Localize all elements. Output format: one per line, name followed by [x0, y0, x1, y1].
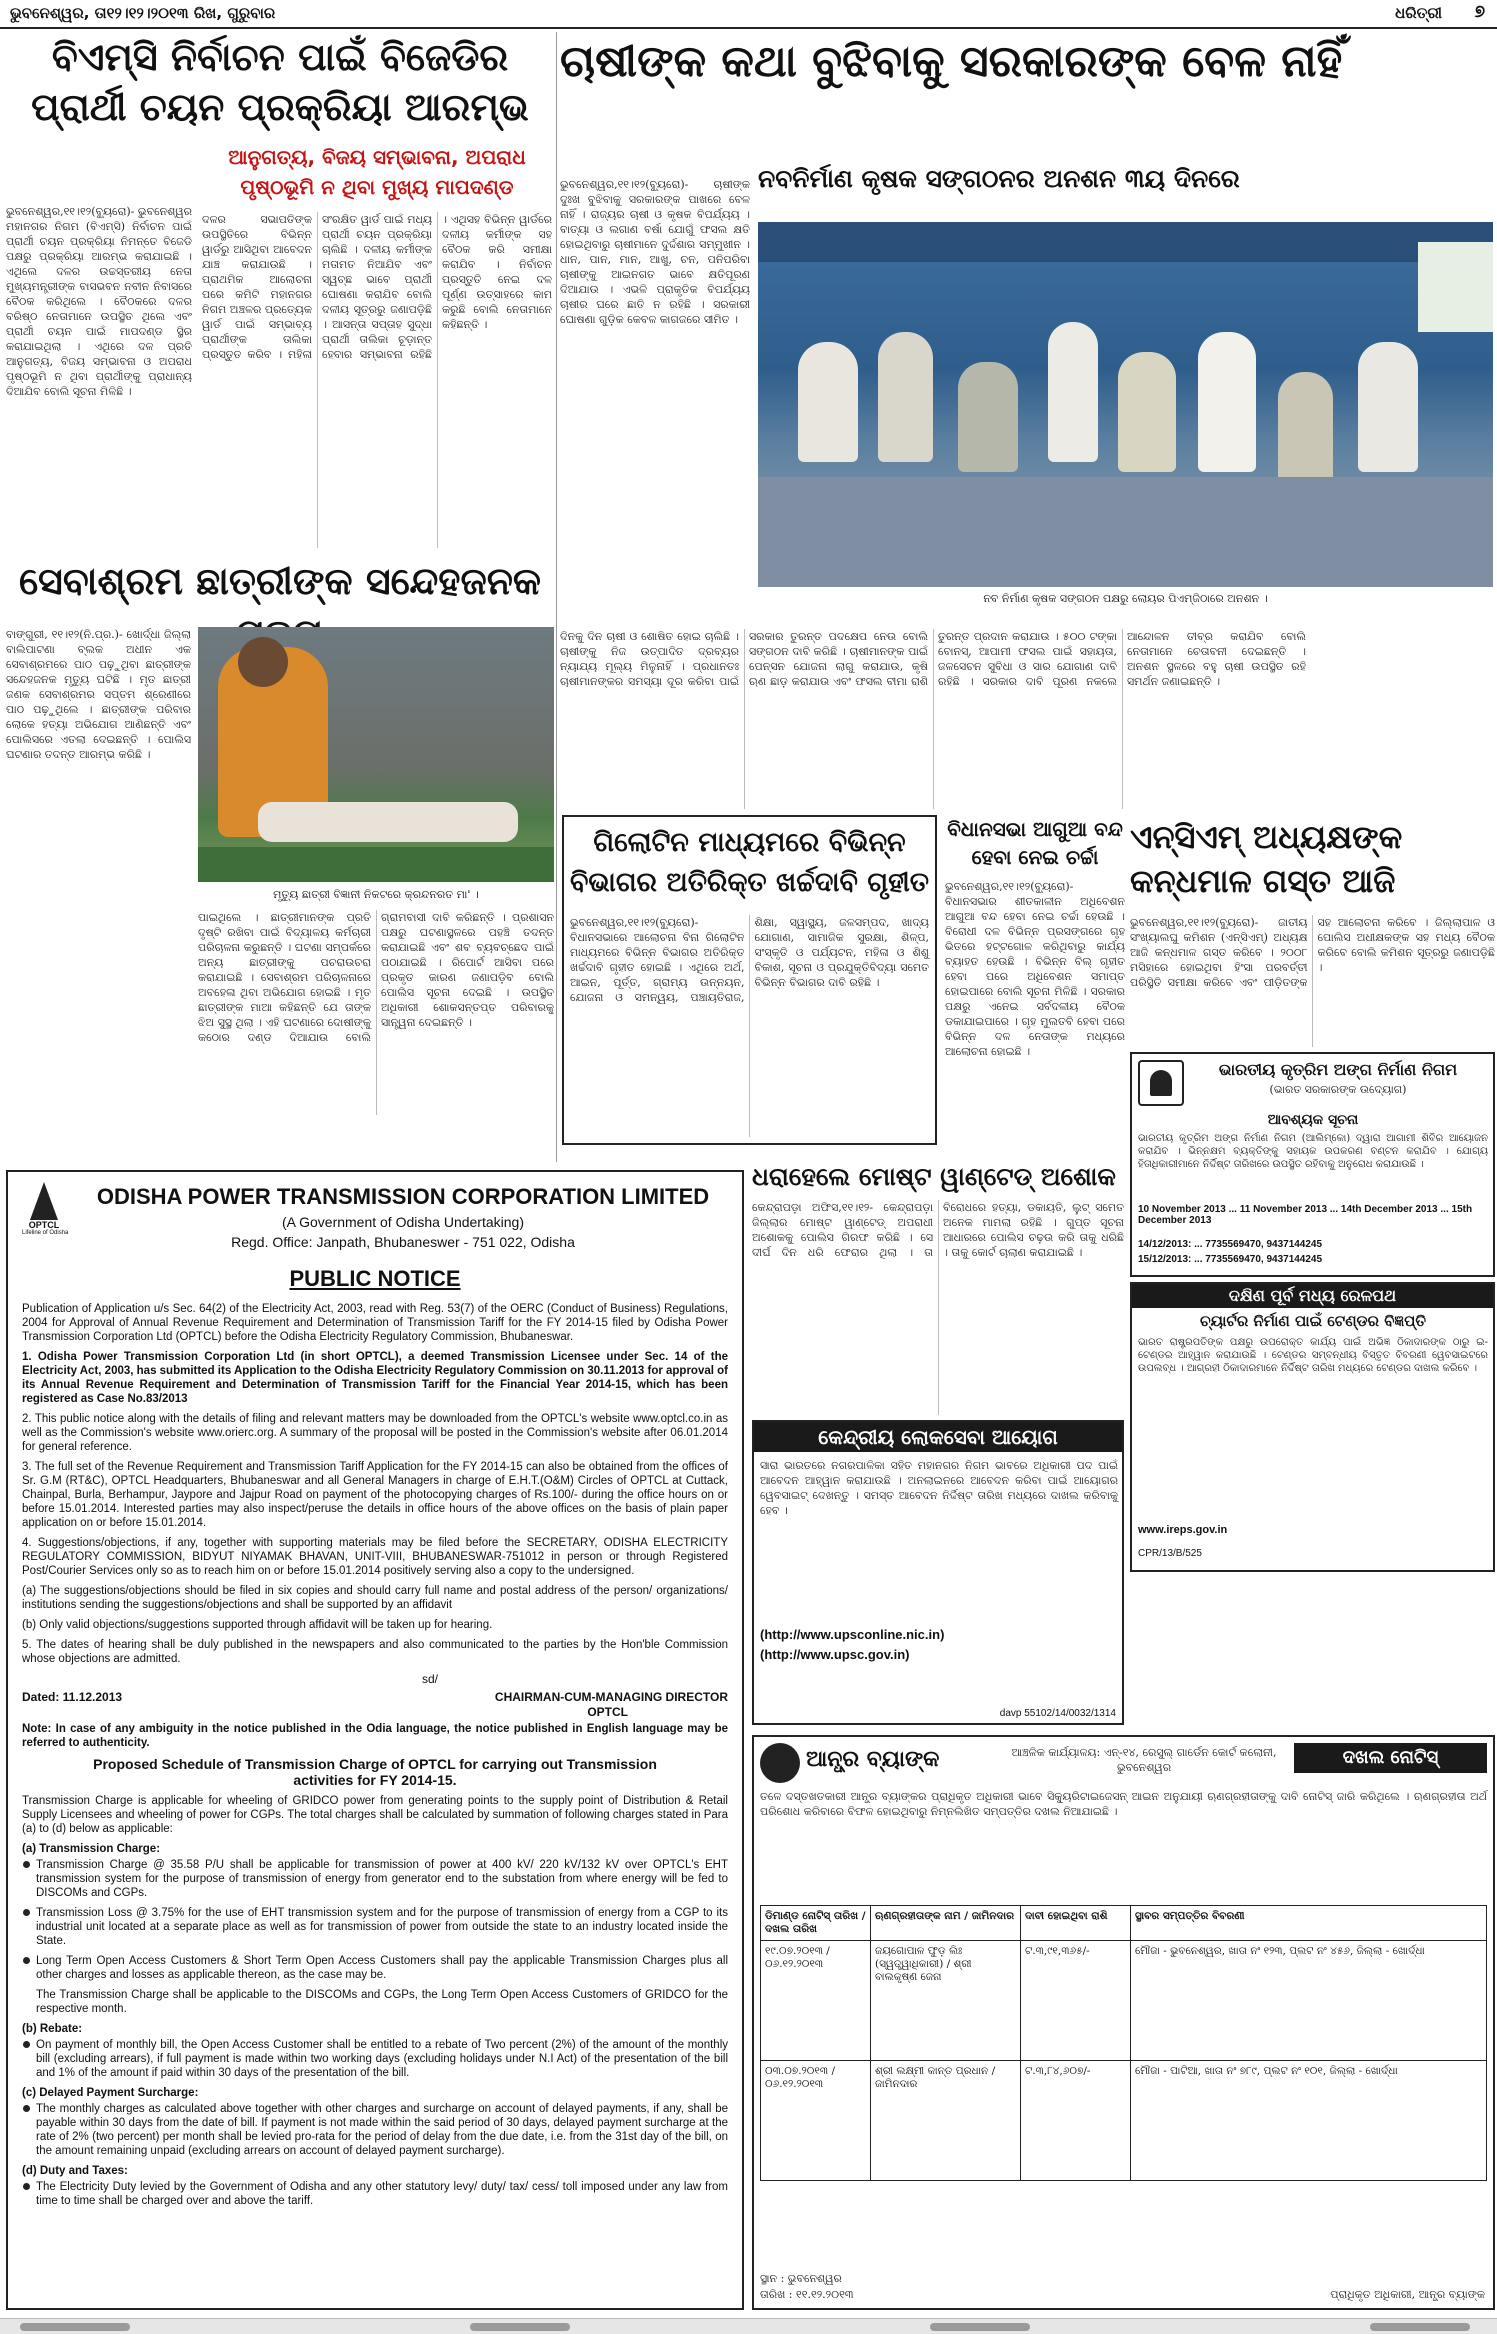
notice-point: (b) Only valid objections/suggestions supported through affidavit will be taken up for hearing. [22, 1619, 493, 1631]
alimco-contact-1: 14/12/2013: ... 7735569470, 9437144245 [1138, 1239, 1323, 1250]
ecor-body: ଭାରତ ରାଷ୍ଟ୍ରପତିଙ୍କ ପକ୍ଷରୁ ଉପରୋକ୍ତ କାର୍ଯ୍ୟ ପାଇଁ ଅଭିଜ୍ଞ ଠିକାଦାରଙ୍କ ଠାରୁ ଇ-ଟେଣ୍ଡର ଆହ୍ୱାନ କରାଯାଉଛି । ଟେଣ୍ଡର ସମ୍ବନ୍ଧୀୟ ବିସ୍ତୃତ ବିବରଣୀ ୱେବସାଇଟରେ ଉପଲବ୍ଧ । ଆଗ୍ରହୀ ଠିକାଦାରମାନେ ନିର୍ଦ୍ଦିଷ୍ଟ ତାରିଖ ମଧ୍ୟରେ ଟେଣ୍ଡର ଦାଖଲ କରିବେ । [1138, 1337, 1488, 1374]
optcl-logo-label: OPTCL [28, 1220, 60, 1230]
ncm-headline: ଏନ୍‌ସିଏମ୍ ଅଧ୍ୟକ୍ଷଙ୍କ କନ୍ଧମାଳ ଗସ୍ତ ଆଜି [1130, 818, 1403, 900]
farmers-caption: ନବ ନିର୍ମାଣ କୃଷକ ସଙ୍ଗଠନ ପକ୍ଷରୁ ଲୋୟର ପିଏମ୍‌ଜିଠାରେ ଅନଶନ । [983, 592, 1268, 605]
bullet-item [22, 2038, 728, 2080]
assembly-body: ଭୁବନେଶ୍ୱର,୧୧।୧୨(ବ୍ୟୁରୋ)- ବିଧାନସଭାର ଶୀତକାଳୀନ ଅଧିବେଶନ ଆଗୁଆ ବନ୍ଦ ହେବା ନେଇ ଚର୍ଚ୍ଚା ହେଉଛି । ବିରୋଧୀ ଦଳ ବିଭିନ୍ନ ପ୍ରସଙ୍ଗରେ ଗୃହ ଭିତରେ ହଟ୍ଟଗୋଳ କରିଥିବାରୁ କାର୍ଯ୍ୟ ବ୍ୟାହତ ହେଉଛି । ବିଭିନ୍ନ ବିଲ୍ ଗୃହୀତ ହେବା ପରେ ଅଧିବେଶନ ସମାପ୍ତ ହୋଇପାରେ ବୋଲି ସୂଚନା ମିଳିଛି । ସରକାର ପକ୍ଷରୁ ଏନେଇ ସର୍ବଦଳୀୟ ବୈଠକ ଡକାଯାଇପାରେ । ଗୃହ ମୁଲତବି ହେବା ପରେ ବିଭିନ୍ନ ଦଳ ନେତାଙ୍କ ମଧ୍ୟରେ ଆଲୋଚନା ହୋଇଛି । [945, 880, 1125, 1058]
bullet-item [22, 2180, 728, 2208]
sevashram-caption: ମୃତ୍ୟୁ ଛାତ୍ରୀ ବିଜ୍ଞାନୀ ନିକଟରେ କ୍ରନ୍ଦନରତ ମା' । [273, 888, 479, 901]
table-cell: ମୌଜା - ପାଟିଆ, ଖାତା ନଂ ୭୮୯, ପ୍ଲଟ ନଂ ୧୦୧, ଜିଲ୍ଲା - ଖୋର୍ଦ୍ଧା [1131, 2061, 1487, 2181]
optcl-public-notice [6, 1170, 744, 2310]
table-cell: ଜୟଗୋପାଳ ଫୁଡ଼ ଲିଃ (ସ୍ୱତ୍ତ୍ୱାଧିକାରୀ) / ଶ୍ରୀ ବାଲକୃଷ୍ଣ ଜେନା [871, 1941, 1021, 2061]
upsc-title: କେନ୍ଦ୍ରୀୟ ଲୋକସେବା ଆୟୋଗ [754, 1422, 1122, 1452]
notice-point: 2. This public notice along with the details of filing and relevant matters may be downloaded from the OPTCL's website www.optcl.co.in as well as the Commission's website www.orierc.org. A summary of the proposal will be posted in the Commission's website after 06.01.2014 for general reference. [22, 1413, 728, 1453]
hunger-strike-photo [758, 222, 1493, 587]
masthead-rule [0, 27, 1497, 29]
masthead [0, 0, 1497, 26]
column-separator [556, 32, 557, 1162]
page-number: ୭ [1474, 2, 1485, 22]
ncm-story [1130, 815, 1495, 1050]
notice-point: 1. Odisha Power Transmission Corporation Ltd (in short OPTCL), a deemed Transmission Licensee under Sec. 14 of the Electricity Act, 2003, has submitted its Application to the Odisha Electricity Regulatory Commission on 30.11.2013 for approval of its Annual Revenue Requirement and Determination of Transmission Tariff for the Financial Year 2014-15, which has been registered as Case No.83/2013 [22, 1351, 728, 1405]
schedule-title: Proposed Schedule of Transmission Charge of OPTCL for carrying out Transmission activities for FY 2014-15. [93, 1756, 657, 1788]
col-header: ଋଣଗ୍ରହୀତାଙ୍କ ନାମ / ଜାମିନଦାର [871, 1906, 1021, 1941]
bullet-icon [23, 2041, 30, 2048]
section-b-head: (b) Rebate: [22, 2023, 83, 2035]
ecor-site[interactable]: www.ireps.gov.in [1138, 1524, 1228, 1536]
farmers-story [560, 32, 1495, 812]
upsc-url-1[interactable]: (http://www.upsconline.nic.in) [760, 1627, 945, 1642]
absconding-headline: ଧରାହେଲେ ମୋଷ୍ଟ ୱାଣ୍ଟେଡ୍ ଅଶୋକ [752, 1162, 1116, 1191]
assembly-story [945, 815, 1125, 1160]
bullet-icon [23, 2183, 30, 2190]
schedule-intro: Transmission Charge is applicable for wheeling of GRIDCO power from generating points to the supply point of Distribution & Retail Supply Licensees and wheeling of power for CGPs. The total charges shall be calculated by summation of following charges stated in Para (a) to (d) below as applicable: [22, 1795, 728, 1835]
notice-signatory: CHAIRMAN-CUM-MANAGING DIRECTOR [494, 1690, 728, 1704]
andhra-body: ତଳେ ଦସ୍ତଖତକାରୀ ଆନ୍ଧ୍ର ବ୍ୟାଙ୍କର ପ୍ରାଧିକୃତ ଅଧିକାରୀ ଭାବେ ସିକ୍ୟୁରିଟାଇଜେସନ୍ ଆଇନ ଅନୁଯାୟୀ ଋଣଗ୍ରହୀତାଙ୍କୁ ଦାବି ନୋଟିସ୍ ଜାରି କରିଥିଲେ । ଋଣଗ୍ରହୀତା ଅର୍ଥ ପରିଶୋଧ କରିବାରେ ବିଫଳ ହୋଇଥିବାରୁ ନିମ୍ନଲିଖିତ ସମ୍ପତ୍ତିର ଦଖଲ ନିଆଯାଇଛି । [760, 1790, 1487, 1818]
scrollbar-thumb-right[interactable] [930, 2323, 1030, 2331]
notice-point: 3. The full set of the Revenue Requirement and Transmission Tariff Application for the FY 2014-15 can also be obtained from the offices of Sr. G.M (RT&C), OPTCL Headquarters, Bhubaneswar and all General Managers in charge of E.H.T.(O&M) Circles of OPTCL at Cuttack, Chainpal, Burla, Berhampur, Jaypore and Jajpur Road on payment of the photocopying charges of Rs.100/- during the office hours on or before 15.01.2014. Interested parties may also inspect/peruse the details in office hours of the above offices on the basis of plain paper application on or before 15.01.2014. [22, 1461, 728, 1529]
notice-intro: Publication of Application u/s Sec. 64(2) of the Electricity Act, 2003, read with Reg. 53(7) of the OERC (Conduct of Business) Regulations, 2004 for Approval of Annual Revenue Requirement and Determination of Transmission Tariff for the FY 2014-15 filed by Odisha Power Transmission Corporation Ltd (OPTCL) before the Odisha Electricity Regulatory Commission, Bhubaneswar. [22, 1303, 728, 1343]
bullet-item [22, 1858, 728, 1900]
ecor-title: ଦକ୍ଷିଣ ପୂର୍ବ ମଧ୍ୟ ରେଳପଥ [1132, 1284, 1493, 1308]
upsc-ad [752, 1420, 1124, 1725]
table-cell: ମୌଜା - ଭୁବନେଶ୍ୱର, ଖାତା ନଂ ୧୨୩, ପ୍ଲଟ ନଂ ୪୫୬, ଜିଲ୍ଲା - ଖୋର୍ଦ୍ଧା [1131, 1941, 1487, 2061]
notice-sd: sd/ [422, 1672, 439, 1686]
andhra-place: ସ୍ଥାନ : ଭୁବନେଶ୍ୱର [760, 2272, 842, 2285]
bullet-text: On payment of monthly bill, the Open Access Customer shall be entitled to a rebate of Two percent (2%) of the amount of the monthly bill (excluding arrears), if full payment is made within two working days (excluding holidays under N.I Act) of the presentation of the bill and 1% of the amount if paid within 30 days of the presentation of the bill. [36, 2039, 728, 2079]
andhra-bank-name: ଆନ୍ଧ୍ର ବ୍ୟାଙ୍କ [806, 1747, 940, 1772]
ecor-code: CPR/13/B/525 [1138, 1548, 1202, 1559]
bullet-text: The Transmission Charge shall be applicable to the DISCOMs and CGPs, the Long Term Open Access Customers of GRIDCO for the respective month. [36, 1989, 728, 2015]
alimco-body: ଭାରତୀୟ କୃତ୍ରିମ ଅଙ୍ଗ ନିର୍ମାଣ ନିଗମ (ଆଲିମ୍‌କୋ) ଦ୍ୱାରା ଆଗାମୀ ଶିବିର ଆୟୋଜନ କରାଯିବ । ଭିନ୍ନକ୍ଷମ ବ୍ୟକ୍ତିଙ୍କୁ ସହାୟକ ଉପକରଣ ବଣ୍ଟନ କରାଯିବ । ଯୋଗ୍ୟ ହିତାଧିକାରୀମାନେ ନିର୍ଦ୍ଦିଷ୍ଟ ତାରିଖରେ ଉପସ୍ଥିତ ରହିବାକୁ ଅନୁରୋଧ କରାଯାଉଛି । [1138, 1133, 1488, 1170]
bullet-item [22, 2102, 728, 2158]
notice-signatory-org: OPTCL [587, 1705, 628, 1719]
table-cell: ଟ.୩,୮୪,୬୦୭/- [1021, 2061, 1131, 2181]
notice-point: 5. The dates of hearing shall be duly published in the newspapers and also communicated to the parties by the Hon'ble Commission whose objections are admitted. [22, 1639, 728, 1665]
scrollbar-thumb-left[interactable] [20, 2323, 130, 2331]
upsc-body: ସାରା ଭାରତରେ ନଗରପାଳିକା ସହିତ ମହାନଗର ନିଗମ ଭାବରେ ଅଧିକାରୀ ପଦ ପାଇଁ ଆବେଦନ ଆହ୍ୱାନ କରାଯାଉଛି । ଅନଲାଇନରେ ଆବେଦନ କରିବା ପାଇଁ ଆୟୋଗର ୱେବସାଇଟ୍ ଦେଖନ୍ତୁ । ସମସ୍ତ ଆବେଦନ ନିର୍ଦ୍ଦିଷ୍ଟ ତାରିଖ ମଧ୍ୟରେ ଦାଖଲ କରିବାକୁ ହେବ । [760, 1459, 1118, 1517]
andhra-signatory: ପ୍ରାଧିକୃତ ଅଧିକାରୀ, ଆନ୍ଧ୍ର ବ୍ୟାଙ୍କ [1330, 2288, 1485, 2301]
sevashram-body-top: ବାଙ୍ଗୁରୀ, ୧୧।୧୨(ନି.ପ୍ର.)- ଖୋର୍ଦ୍ଧା ଜିଲ୍ଲା ବାଲିପାଟଣା ବ୍ଲକ ଅଧୀନ ଏକ ସେବାଶ୍ରମରେ ପାଠ ପଢ଼ୁଥିବା ଛାତ୍ରୀଙ୍କ ସନ୍ଦେହଜନକ ମୃତ୍ୟୁ ଘଟିଛି । ମୃତ ଛାତ୍ରୀ ଜଣକ ସେବାଶ୍ରମର ସପ୍ତମ ଶ୍ରେଣୀରେ ପାଠ ପଢ଼ୁଥିଲେ । ଛାତ୍ରୀଙ୍କ ପରିବାର ଲୋକେ ହତ୍ୟା ଅଭିଯୋଗ ଆଣିଛନ୍ତି ଏବଂ ପୋଲିସରେ ଏତଲା ଦେଇଛନ୍ତି । ପୋଲିସ ଘଟଣାର ତଦନ୍ତ ଆରମ୍ଭ କରିଛି । [6, 628, 191, 761]
optcl-org: ODISHA POWER TRANSMISSION CORPORATION LIMITED [96, 1184, 710, 1209]
col-header: ସ୍ଥାବର ସମ୍ପତ୍ତିର ବିବରଣୀ [1131, 1906, 1487, 1941]
absconding-story [752, 1160, 1124, 1420]
bullet-item [22, 1988, 728, 2016]
sevashram-body-bottom: ପାଇଥିଲେ । ଛାତ୍ରୀମାନଙ୍କ ପ୍ରତି ଦୃଷ୍ଟି ରଖିବା ପାଇଁ ବିଦ୍ୟାଳୟ କର୍ମଚାରୀ ପରିଚାଳନା କରୁଛନ୍ତି । ଘଟଣା ସମ୍ପର୍କରେ ଅନ୍ୟ ଛାତ୍ରୀଙ୍କୁ ପଚରାଉଚରା କରାଯାଇଛି । ସେବାଶ୍ରମ ପରିଚାଳନାରେ ଅବହେଳା ଥିବା ଅଭିଯୋଗ ହୋଇଛି । ମୃତ ଛାତ୍ରୀଙ୍କ ମାଆ କହିଛନ୍ତି ଯେ ତାଙ୍କ ଝିଅ ସୁସ୍ଥ ଥିଲା । ଏହି ଘଟଣାରେ ଦୋଷୀଙ୍କୁ କଠୋର ଦଣ୍ଡ ଦିଆଯାଉ ବୋଲି ଗ୍ରାମବାସୀ ଦାବି କରିଛନ୍ତି । ପ୍ରଶାସନ ପକ୍ଷରୁ ଘଟଣାସ୍ଥଳରେ ପହଞ୍ଚି ତଦନ୍ତ କରାଯାଇଛି ଏବଂ ଶବ ବ୍ୟବଚ୍ଛେଦ ପାଇଁ ପଠାଯାଇଛି । ରିପୋର୍ଟ ଆସିବା ପରେ ପ୍ରକୃତ କାରଣ ଜଣାପଡ଼ିବ ବୋଲି ପୋଲିସ ସୂଚନା ଦେଇଛି । ଉପସ୍ଥିତ ଅଧିକାରୀ ଶୋକସନ୍ତପ୍ତ ପରିବାରକୁ ସାନ୍ତ୍ୱନା ଦେଇଛନ୍ତି । [198, 911, 554, 1044]
alimco-ad [1130, 1052, 1495, 1277]
table-cell: ଟ.୩,୯୧,୩୬୫/- [1021, 1941, 1131, 2061]
sevashram-headline: ସେବାଶ୍ରମ ଛାତ୍ରୀଙ୍କ ସନ୍ଦେହଜନକ [19, 559, 541, 603]
table-cell: ୧୯.୦୭.୨୦୧୩ / ୦୬.୧୨.୨୦୧୩ [761, 1941, 871, 2061]
bullet-text: Transmission Loss @ 3.75% for the use of EHT transmission system and for the purpose of transmission of energy from a CGP to its industrial unit located at a separate place as well as for transmission of power from outside the state to an industry located inside the State. [36, 1907, 728, 1947]
public-notice-title: PUBLIC NOTICE [289, 1266, 461, 1291]
andhra-date: ତାରିଖ : ୧୧.୧୨.୨୦୧୩ [760, 2288, 854, 2301]
bullet-icon [23, 1957, 30, 1964]
dateline: ଭୁବନେଶ୍ୱର, ତା୧୨।୧୨।୨୦୧୩ ରିଖ, ଗୁରୁବାର [10, 4, 276, 22]
col-header: ଡିମାଣ୍ଡ ନୋଟିସ୍ ତାରିଖ / ଦଖଲ ତାରିଖ [761, 1906, 871, 1941]
scrollbar-thumb-center[interactable] [470, 2323, 570, 2331]
bms-body: ଦଳର ସଭାପତିଙ୍କ ଉପସ୍ଥିତିରେ ବିଭିନ୍ନ ୱାର୍ଡରୁ ଆସିଥିବା ଆବେଦନ ଯାଞ୍ଚ କରାଯାଉଛି । ପ୍ରାଥମିକ ଆଲୋଚନା ପରେ କମିଟି ମହାନଗର ନିଗମ ଅଞ୍ଚଳର ପ୍ରତ୍ୟେକ ୱାର୍ଡ ପାଇଁ ସମ୍ଭାବ୍ୟ ପ୍ରାର୍ଥୀଙ୍କ ତାଲିକା ପ୍ରସ୍ତୁତ କରିବ । ମହିଳା ସଂରକ୍ଷିତ ୱାର୍ଡ ପାଇଁ ମଧ୍ୟ ପ୍ରାର୍ଥୀ ଚୟନ ପ୍ରକ୍ରିୟା ଚାଲିଛି । ଦଳୀୟ କର୍ମୀଙ୍କ ମତାମତ ନିଆଯିବ ଏବଂ ସ୍ୱଚ୍ଛ ଭାବେ ପ୍ରାର୍ଥୀ ଘୋଷଣା କରାଯିବ ବୋଲି ଦଳୀୟ ସୂତ୍ରରୁ ଜଣାପଡ଼ିଛି । ଆସନ୍ତା ସପ୍ତାହ ସୁଦ୍ଧା ପ୍ରାର୍ଥୀ ତାଲିକା ଚୂଡ଼ାନ୍ତ ହେବାର ସମ୍ଭାବନା ରହିଛି । ଏଥିସହ ବିଭିନ୍ନ ୱାର୍ଡରେ ଦଳୀୟ କର୍ମୀଙ୍କ ସହ ବୈଠକ କରି ସମୀକ୍ଷା କରାଯିବ । ନିର୍ବାଚନ ପ୍ରସ୍ତୁତି ନେଇ ଦଳ ପୂର୍ଣ୍ଣ ଉତ୍ସାହରେ କାମ କରୁଛି ବୋଲି ନେତାମାନେ କହିଛନ୍ତି । [202, 213, 552, 361]
assembly-headline: ବିଧାନସଭା ଆଗୁଆ ବନ୍ଦ ହେବା ନେଇ ଚର୍ଚ୍ଚା [947, 817, 1123, 869]
tower-icon [30, 1182, 58, 1220]
alimco-section: ଆବଶ୍ୟକ ସୂଚନା [1267, 1112, 1359, 1128]
section-a-head: (a) Transmission Charge: [22, 1843, 161, 1855]
guillotine-headline: ଗିଲୋଟିନ ମାଧ୍ୟମରେ ବିଭିନ୍ନ ବିଭାଗର ଅତିରିକ୍ତ ଖର୍ଚ୍ଚଦାବି ଗୃହୀତ [570, 827, 929, 898]
andhra-branch: ଆଞ୍ଚଳିକ କାର୍ଯ୍ୟାଳୟ: ଏନ୍-୧୪, ରେସୁଲ୍ ଗାର୍ଡେନ କୋର୍ଟ କଲୋନୀ, ଭୁବନେଶ୍ୱର [1011, 1746, 1277, 1774]
horizontal-scrollbar[interactable] [0, 2318, 1497, 2334]
guillotine-body: ଭୁବନେଶ୍ୱର,୧୧।୧୨(ବ୍ୟୁରୋ)- ବିଧାନସଭାରେ ଆଲୋଚନା ବିନା ଗିଲୋଟିନ ମାଧ୍ୟମରେ ବିଭିନ୍ନ ବିଭାଗର ଅତିରିକ୍ତ ଖର୍ଚ୍ଚଦାବି ଗୃହୀତ ହୋଇଛି । ଏଥିରେ ଅର୍ଥ, ଆଇନ, ପୂର୍ତ୍ତ, ଗ୍ରାମ୍ୟ ଉନ୍ନୟନ, ଯୋଜନା ଓ ସମନ୍ୱୟ, ପଞ୍ଚାୟତିରାଜ, ଶିକ୍ଷା, ସ୍ୱାସ୍ଥ୍ୟ, ଜଳସମ୍ପଦ, ଖାଦ୍ୟ ଯୋଗାଣ, ସାମାଜିକ ସୁରକ୍ଷା, ଶିଳ୍ପ, ସଂସ୍କୃତି ଓ ପର୍ଯ୍ୟଟନ, ମହିଳା ଓ ଶିଶୁ ବିକାଶ, ସୂଚନା ଓ ପ୍ରଯୁକ୍ତିବିଦ୍ୟା ସମେତ ବିଭିନ୍ନ ବିଭାଗର ଦାବି ରହିଛି । [570, 916, 929, 1004]
bullet-item [22, 1954, 728, 1982]
bms-lead: ଭୁବନେଶ୍ୱର,୧୧।୧୨(ବ୍ୟୁରୋ)- ଭୁବନେଶ୍ୱର ମହାନଗର ନିଗମ (ବିଏମ୍‌ସି) ନିର୍ବାଚନ ପାଇଁ ପ୍ରାର୍ଥୀ ଚୟନ ପ୍ରକ୍ରିୟା ନିମନ୍ତେ ବିଜେଡି ପକ୍ଷରୁ ପ୍ରକ୍ରିୟା ଆରମ୍ଭ କରାଯାଇଛି । ଏଥିଲେ ଦଳର ଉଚ୍ଚସ୍ତରୀୟ ନେତା ମୁଖ୍ୟମନ୍ତ୍ରୀଙ୍କ ବାସଭବନ ନବୀନ ନିବାସରେ ବୈଠକ କରିଥିଲେ । ବୈଠକରେ ଦଳର ବରିଷ୍ଠ ନେତାମାନେ ଉପସ୍ଥିତ ଥିଲେ ଏବଂ ପ୍ରାର୍ଥୀ ଚୟନ ପାଇଁ ମାପଦଣ୍ଡ ସ୍ଥିର କରାଯାଇଥିଲା । ଏଥିରେ ଦଳ ପ୍ରତି ଆନୁଗତ୍ୟ, ବିଜୟ ସମ୍ଭାବନା ଓ ଅପରାଧ ପୃଷ୍ଠଭୂମି ନ ଥିବା ପ୍ରାର୍ଥୀଙ୍କୁ ପ୍ରାଧାନ୍ୟ ଦିଆଯିବ ବୋଲି ସୂଚନା ମିଳିଛି । [6, 205, 192, 398]
optcl-logo [22, 1182, 69, 1242]
possession-table [760, 1905, 1487, 2181]
bullet-text: The Electricity Duty levied by the Government of Odisha and any other statutory levy/ duty/ tax/ cess/ toll imposed under any law from time to time shall be charged over and above the tariff. [36, 2181, 728, 2207]
alimco-subtitle: (ଭାରତ ସରକାରଙ୍କ ଉଦ୍ୟୋଗ) [1269, 1083, 1407, 1096]
farmers-headline: ଚାଷୀଙ୍କ କଥା ବୁଝିବାକୁ ସରକାରଙ୍କ ବେଳ ନାହିଁ [560, 36, 1343, 87]
farmers-body-left: ଭୁବନେଶ୍ୱର,୧୧।୧୨(ବ୍ୟୁରୋ)- ଚାଷୀଙ୍କ ଦୁଃଖ ବୁଝିବାକୁ ସରକାରଙ୍କ ପାଖରେ ବେଳ ନାହିଁ । ରାଜ୍ୟର ଚାଷୀ ଓ କୃଷକ ବିପର୍ଯ୍ୟୟ । ବାତ୍ୟା ଓ ଲଗାଣ ବର୍ଷା ଯୋଗୁଁ ଫସଲ କ୍ଷତି ହୋଇଥିବାରୁ ଚାଷୀମାନେ ଦୁର୍ଦ୍ଦଶାର ସମ୍ମୁଖୀନ । ଧାନ, ପାନ, ମାନ, ଆଖୁ, ଚନ, ପନିପରିବା ଚାଷୀଙ୍କୁ ଆଇନଗତ ଭାବେ କ୍ଷତିପୂରଣ ଦିଆଯାଉ । ଏଭଳି ପ୍ରାକୃତିକ ବିପର୍ଯ୍ୟୟ ଚାଷୀର ଘରେ ଛାତି ନ ରହିଛି । ସରକାରୀ ଘୋଷଣା ଗୁଡ଼ିକ କେବଳ କାଗଜରେ ସୀମିତ । [560, 178, 750, 326]
bullet-text: The monthly charges as calculated above together with other charges and surcharge on account of delayed payments, if any, shall be payable within 30 days from the date of bill. If payment is not made within the said period of 30 days, delayed payment surcharge at the rate of 2% (two percent) per month shall be levied pro-rata for the period of delay from the due date, i.e. from the 31st day of the bill, on the amount remaining unpaid (excluding arrears on account of delayed payment surcharge). [36, 2103, 728, 2157]
section-d-head: (d) Duty and Taxes: [22, 2165, 128, 2177]
bullet-icon [23, 1861, 30, 1868]
alimco-title: ଭାରତୀୟ କୃତ୍ରିମ ଅଙ୍ଗ ନିର୍ମାଣ ନିଗମ [1218, 1060, 1458, 1079]
notice-note: Note: In case of any ambiguity in the notice published in the Odia language, the notice published in English language may be referred to authenticity. [22, 1723, 728, 1749]
upsc-code: davp 55102/14/0032/1314 [999, 1708, 1116, 1719]
paper-name: ଧରିତ୍ରୀ [1395, 4, 1442, 22]
notice-point: 4. Suggestions/objections, if any, together with supporting materials may be filed before the SECRETARY, ODISHA ELECTRICITY REGULATORY COMMISSION, BIDYUT NIYAMAK BHAVAN, UNIT-VIII, BHUBANESWAR-751012 in person or through Registered Post/Courier Services only so as to reach him on or before 15.01.2014 positively serving also a copy to the undersigned. [22, 1537, 728, 1577]
notice-point: (a) The suggestions/objections should be filed in six copies and should carry full name and postal address of the person/ organizations/ institutions sending the suggestions/objections and shall be supported by an affidavit [22, 1585, 728, 1611]
table-cell: ଶ୍ରୀ ଲକ୍ଷ୍ମୀ କାନ୍ତ ପ୍ରଧାନ / ଜାମିନଦାର [871, 2061, 1021, 2181]
bullet-text: Transmission Charge @ 35.58 P/U shall be applicable for transmission of power at 400 kV/ 220 kV/132 kV over OPTCL's EHT transmission system for the purpose of transmission of energy from generator end to the substation from where energy will be fed to DISCOMs and CGPs. [36, 1859, 728, 1899]
col-header: ଦାବୀ ହୋଇଥିବା ରାଶି [1021, 1906, 1131, 1941]
optcl-logo-tagline: Lifeline of Odisha [22, 1230, 69, 1236]
sevashram-story [6, 555, 554, 1120]
bullet-icon [23, 2105, 30, 2112]
bms-subhead: ଆନୁଗତ୍ୟ, ବିଜୟ ସମ୍ଭାବନା, ଅପରାଧ ପୃଷ୍ଠଭୂମି ନ ଥିବା ମୁଖ୍ୟ ମାପଦଣ୍ଡ [228, 145, 526, 199]
alimco-contact-2: 15/12/2013: ... 7735569470, 9437144245 [1138, 1254, 1323, 1265]
bms-story [6, 32, 554, 552]
scrollbar-thumb-end[interactable] [1370, 2323, 1470, 2331]
guillotine-story [562, 815, 937, 1145]
table-cell: ୦୩.୦୭.୨୦୧୩ / ୦୬.୧୨.୨୦୧୩ [761, 2061, 871, 2181]
optcl-office: Regd. Office: Janpath, Bhubaneswer - 751 022, Odisha [231, 1234, 575, 1250]
table-row [761, 2061, 1487, 2181]
andhra-bank-notice [752, 1735, 1495, 2310]
bullet-text: Long Term Open Access Customers & Short Term Open Access Customers shall pay the applicable Transmission Charges plus all other charges and losses as applicable thereon, as the case may be. [36, 1955, 728, 1981]
farmers-subhead: ନବନିର୍ମାଣ କୃଷକ ସଙ୍ଗଠନର ଅନଶନ ୩ୟ ଦିନରେ [758, 164, 1240, 193]
section-c-head: (c) Delayed Payment Surcharge: [22, 2087, 199, 2099]
ecor-subtitle: ଚ୍ୟାର୍ଟର ନିର୍ମାଣ ପାଇଁ ଟେଣ୍ଡର ବିଜ୍ଞପ୍ତି [1199, 1312, 1427, 1330]
table-row [761, 1941, 1487, 2061]
farmers-body-bottom: ଦିନକୁ ଦିନ ଚାଷୀ ଓ ଶୋଷିତ ହୋଇ ଚାଲିଛି । ଚାଷୀଙ୍କୁ ନିଜ ଉତ୍ପାଦିତ ଦ୍ରବ୍ୟର ନ୍ୟାଯ୍ୟ ମୂଲ୍ୟ ମିଳୁନାହିଁ । ପ୍ରଧାନତଃ ଚାଷୀମାନଙ୍କର ସମସ୍ୟା ଦୂର କରିବା ପାଇଁ ସରକାର ତୁରନ୍ତ ପଦକ୍ଷେପ ନେଉ ବୋଲି ସଙ୍ଗଠନ ଦାବି କରିଛି । ଚାଷୀମାନଙ୍କ ପାଇଁ ପେନ୍‌ସନ ଯୋଜନା ଲାଗୁ କରାଯାଉ, କୃଷି ଋଣ ଛାଡ଼ କରାଯାଉ ଏବଂ ଫସଲ ବୀମା ରାଶି ତୁରନ୍ତ ପ୍ରଦାନ କରାଯାଉ । ୫୦୦ ଟଙ୍କା ବୋନସ୍‌, ଆପାମୀ ଫସଲ ପାଇଁ ସହାୟତା, ଜଳସେଚନ ସୁବିଧା ଓ ସାର ଯୋଗାଣ ଦାବି ରହିଛି । ସରକାର ଦାବି ପୂରଣ ନକଲେ ଆନ୍ଦୋଳନ ତୀବ୍ର କରାଯିବ ବୋଲି ନେତାମାନେ ଚେତାବନୀ ଦେଇଛନ୍ତି । ଅନଶନ ସ୍ଥଳରେ ବହୁ ଚାଷୀ ଉପସ୍ଥିତ ରହି ସମର୍ଥନ ଜଣାଇଛନ୍ତି । [560, 630, 1306, 688]
alimco-dates: 10 November 2013 ... 11 November 2013 ... 14th December 2013 ... 15th December 2013 [1138, 1204, 1473, 1226]
ecor-tender-ad [1130, 1282, 1495, 1572]
upsc-url-2[interactable]: (http://www.upsc.gov.in) [760, 1647, 910, 1662]
optcl-gov: (A Government of Odisha Undertaking) [281, 1214, 524, 1230]
absconding-body: କେନ୍ଦ୍ରାପଡ଼ା ଅଫିସ,୧୧।୧୨- କେନ୍ଦ୍ରାପଡ଼ା ଜିଲ୍ଲାର ମୋଷ୍ଟ ୱାଣ୍ଟେଡ୍ ଅପରାଧୀ ଅଶୋକକୁ ପୋଲିସ ଗିରଫ କରିଛି । ସେ ଦୀର୍ଘ ଦିନ ଧରି ଫେରାର ଥିଲା । ତା ବିରୋଧରେ ହତ୍ୟା, ଡକାୟତି, ଲୁଟ୍ ସମେତ ଅନେକ ମାମଲା ରହିଛି । ଗୁପ୍ତ ସୂଚନା ଆଧାରରେ ପୋଲିସ ଚଢ଼ଉ କରି ତାକୁ ଧରିଛି । ତାକୁ କୋର୍ଟ ଚାଲାଣ କରାଯାଇଛି । [752, 1201, 1124, 1259]
bullet-item [22, 1906, 728, 1948]
notice-dated: Dated: 11.12.2013 [22, 1690, 123, 1704]
andhra-notice-title: ଦଖଲ ନୋଟିସ୍ [1294, 1743, 1487, 1773]
bms-headline: ବିଏମ୍‌ସି ନିର୍ବାଚନ ପାଇଁ ବିଜେଡିର ପ୍ରାର୍ଥୀ ଚୟନ ପ୍ରକ୍ରିୟା ଆରମ୍ଭ [31, 35, 529, 129]
bullet-icon [23, 1909, 30, 1916]
grieving-mother-photo [198, 627, 554, 882]
ncm-body: ଭୁବନେଶ୍ୱର,୧୧।୧୨(ବ୍ୟୁରୋ)- ଜାତୀୟ ସଂଖ୍ୟାଲଘୁ କମିଶନ (ଏନ୍‌ସିଏମ୍) ଅଧ୍ୟକ୍ଷ ଆଜି କନ୍ଧମାଳ ଗସ୍ତ କରିବେ । ୨୦୦୮ ମସିହାରେ ହୋଇଥିବା ହିଂସା ପରବର୍ତ୍ତୀ ପରିସ୍ଥିତି ସମୀକ୍ଷା କରିବେ ଏବଂ ପୀଡ଼ିତଙ୍କ ସହ ଆଲୋଚନା କରିବେ । ଜିଲ୍ଲାପାଳ ଓ ପୋଲିସ ଅଧୀକ୍ଷକଙ୍କ ସହ ମଧ୍ୟ ବୈଠକ କରିବେ ବୋଲି କମିଶନ ସୂତ୍ରରୁ ଜଣାପଡ଼ିଛି । [1130, 916, 1495, 989]
